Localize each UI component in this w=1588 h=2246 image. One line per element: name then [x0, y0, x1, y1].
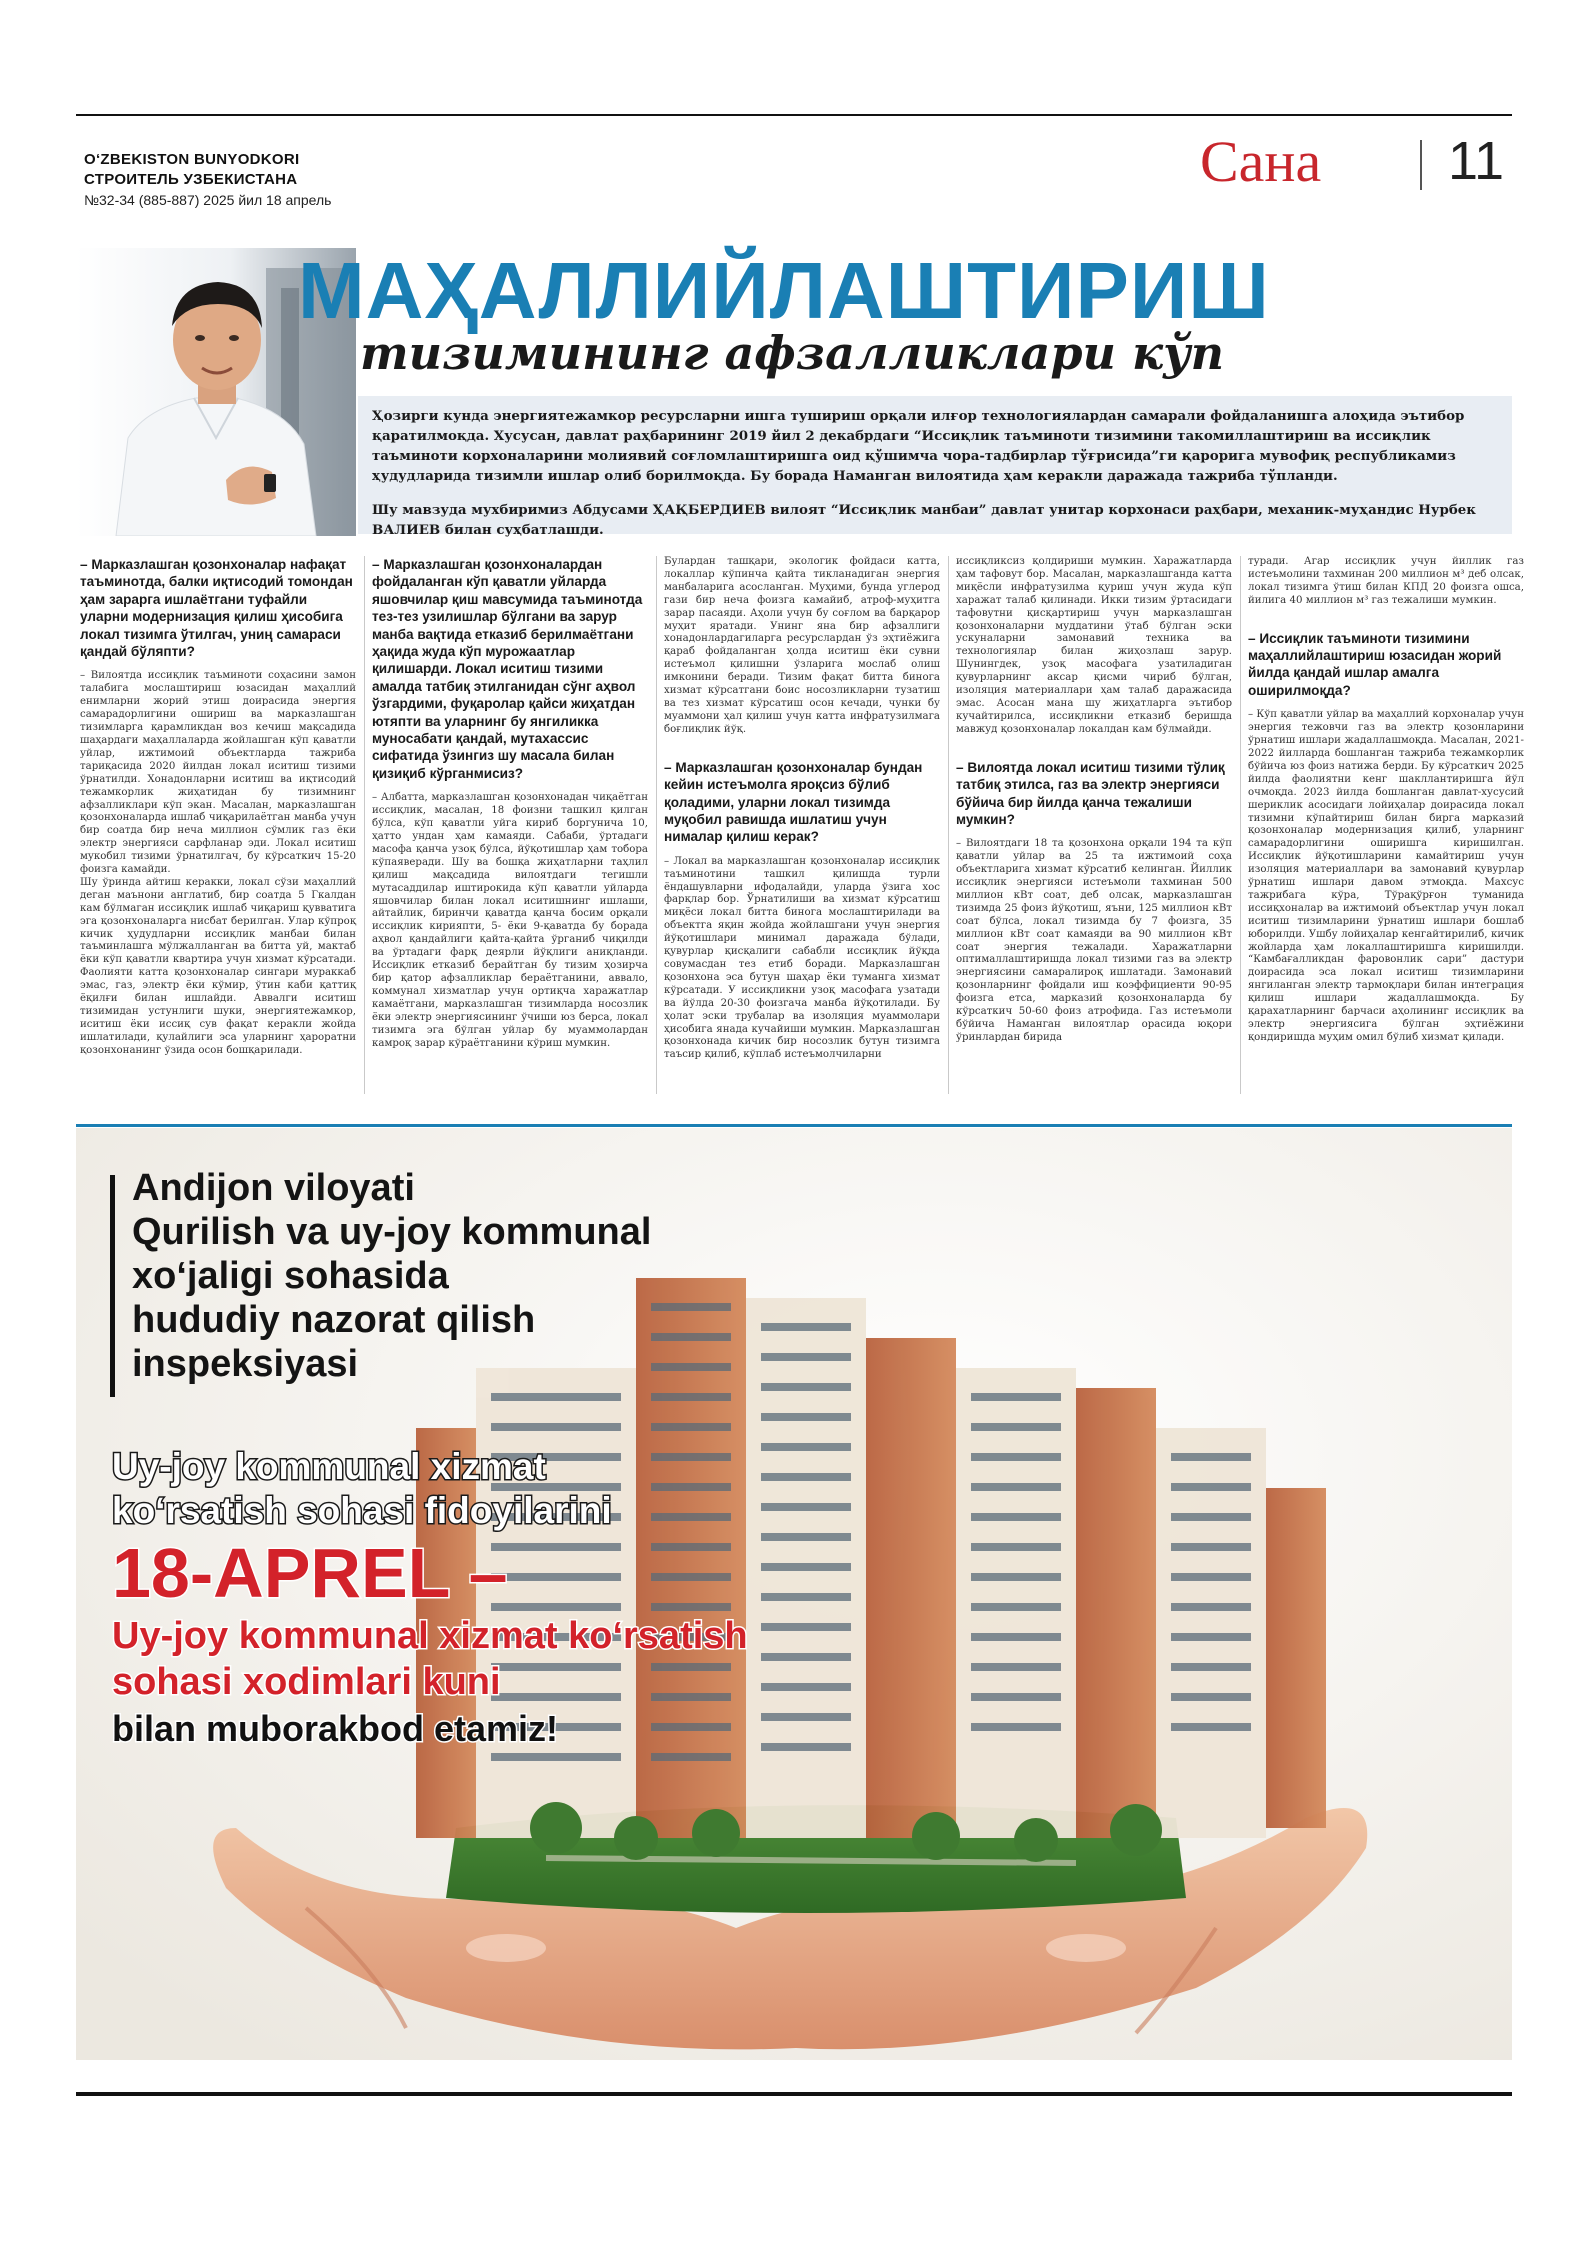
interview-question: – Иссиқлик таъминоти тизимини маҳаллийлаштириш юзасидан жорий йилда қандай ишлар амалга оширилмоқда?	[1248, 630, 1502, 698]
paper-name-uz: O‘ZBEKISTON BUNYODKORI	[84, 151, 300, 168]
interview-answer: Шу ўринда айтиш керакки, локал сўзи маҳаллий деган маънони англатиб, бир соатда 5 Гкалдан кам бўлмаган иссиқлик ишлаб чиқариш қувватига эга қозонхоналарга нисбат берилган. Улар кўпроқ кичик ҳудудларни иссиқлик манбаи билан таъминлашга мўлжалланган ва битта уй, мактаб ёки кўп қаватли квартира учун хизмат кўрсатади. Фаолияти катта қозонхоналар сингари мураккаб эмас, газ, электр ёки кўмир, ўтин каби қаттиқ ёқилғи билан ишлайди. Аввалги иситиш тизимидан устунлиги шуки, энергиятежамкор, иситиш ёки иссиқ сув фақат керакли жойда ишлатилади, қулайлиги эса уларнинг ҳароратни қозонхонанинг ўзида осон бошқарилади.	[80, 876, 356, 1056]
interview-question: – Вилоятда локал иситиш тизими тўлиқ татбиқ этилса, газ ва электр энергияси бўйича бир йилда қанча тежалиши мумкин?	[956, 759, 1225, 827]
interview-answer: туради. Агар иссиқлик учун йиллик газ истеъмолини тахминан 200 миллион м³ деб олсак, локал тизимга ўтиш билан КПД 20 фоизга ошса, йилига 40 миллион м³ газ тежалиши мумкин.	[1248, 556, 1524, 606]
paper-name-ru: СТРОИТЕЛЬ УЗБЕКИСТАНА	[84, 171, 298, 188]
advert-holiday-line: Uy-joy kommunal xizmat ko‘rsatish	[112, 1615, 748, 1657]
bottom-rule	[76, 2092, 1512, 2096]
article-column-2	[372, 556, 648, 1050]
interview-question: – Марказлашган қозонхоналар нафақат таъминотда, балки иқтисодий томондан ҳам зарарга ишлаётгани туфайли уларни модернизация қилиш ҳисобига локал тизимга ўтилгач, униң самараси қандай бўляпти?	[80, 557, 353, 660]
advert-org-line: hududiy nazorat qilish	[132, 1299, 536, 1341]
advert-date: 18-APREL –	[112, 1534, 508, 1612]
interview-question: – Марказлашган қозонхоналар бундан кейин истеъмолга яроқсиз бўлиб қоладими, уларни локал тизимда муқобил равишда ишлатиш учун нималар қилиш керак?	[664, 759, 923, 845]
column-divider	[364, 556, 365, 1094]
header-divider	[1420, 140, 1422, 190]
interview-answer: Булардан ташқари, экологик фойдаси катта, локаллар кўпинча қайта тикланадиган энергия манбаларига асосланган. Муҳими, бунда углерод гази бир неча фоизга камайиб, атроф-муҳитга зарар пасаяди. Аҳоли учун бу соғлом ва барқарор муҳит яратади. Унинг яна бир афзаллиги хонадонлардагиларга ресурслардан ўз эҳтиёжига қараб фойдаланган ҳолда иситиш ёки сувни истеъмол қилишни ўзларига мослаб олиш имконини беради. Тизим фақат битта бинога хизмат кўрсатгани боис носозликларни тузатиш ва тез хизмат кўрсатиш осон кечади, чунки бу муаммони ҳал қилиш учун катта инфратузилмага боғлиқлик йўқ.	[664, 556, 940, 735]
column-divider	[948, 556, 949, 1094]
interview-answer: иссиқликсиз қолдириши мумкин. Харажатларда ҳам тафовут бор. Масалан, марказлашганда катта миқёсли инфратузилма қуриш учун жуда кўп харажат талаб қилинади. Икки тизим ўртасидаги тафовутни қисқартириш учун марказлашган қозонхоналарни муддатини ўтаб бўлган эски ускуналарни замонавий техника ва технологиялар билан жиҳозлаш зарур. Шунингдек, узоқ масофага узатиладиган қувурларнинг аксар қисми чириб бўлган, изоляция материаллари ҳам талаб даражасида эмас. Асосан мана шу жиҳатларга эътибор кучайтирилса, иссиқликни етказиб беришда мавжуд қозонхоналар локалдан кам бўлмайди.	[956, 556, 1232, 735]
issue-info: №32-34 (885-887) 2025 йил 18 апрель	[84, 192, 332, 208]
advert-accent-bar	[110, 1175, 115, 1397]
advert-greeting-line: ko‘rsatish sohasi fidoyilarini	[112, 1490, 612, 1531]
page-number: 11	[1448, 131, 1505, 191]
greeting-advert	[76, 1128, 1512, 2060]
top-rule	[76, 114, 1512, 116]
advert-org-line: Qurilish va uy-joy kommunal	[132, 1211, 652, 1253]
advert-organization	[132, 1166, 692, 1386]
article-headline: МАҲАЛЛИЙЛАШТИРИШ	[298, 246, 1270, 335]
advert-org-line: Andijon viloyati	[132, 1167, 415, 1209]
interview-answer: – Албатта, марказлашган қозонхонадан чиқаётган иссиқлик, масалан, 18 фоизни ташкил қилган бўлса, кўп қаватли уйга кириб боргунича 10, ҳатто ундан ҳам камаяди. Сабаби, ўртадаги масофа қанча узоқ бўлса, йўқотишлар ҳам тобора кўпаяверади. Шу ва бошқа жиҳатларни таҳлил қилиш мақсадида вилоятдаги тегишли мутасаддилар иштирокида кўп қаватли уйларда яшовчилар билан локал иситишнинг ишлаши, айтайлик, биринчи қаватда қанча босим орқали иссиқлик кирияпти, 5- ёки 9-қаватда бу борада аҳвол қандайлиги қайта-қайта ўрганиб чиқилди ва ўртадаги фарқ деярли йўқлиги аниқланди. Иссиқлик етказиб берайтган бу тизим ҳозирча бир қатор афзалликлар бераётганини, аввало, коммунал хизматлар учун ортиқча харажатлар камаётгани, марказлашган тизимларда носозлик ёки электр энергиясининг ўчиши юз берса, локал тизимга эга бўлган уйлар бу муаммолардан камроқ зарар кўраётганини кўриш мумкин.	[372, 792, 648, 1049]
advert-top-rule	[76, 1124, 1512, 1127]
lead-paragraph: Ҳозирги кунда энергиятежамкор ресурсларни ишга тушириш орқали илғор технологиялардан самарали фойдаланишга алоҳида эътибор қаратилмоқда. Хусусан, давлат раҳбарининг 2019 йил 2 декабрдаги “Иссиқлик таъминоти тизимини такомиллаштириш ва иссиқлик таъминоти корхоналарини молиявий соғломлаштиришга оид қўшимча чора-тадбирлар тўғрисида”ги қарорига мувофиқ республикамиз ҳудудларида тизимли ишлар олиб борилмоқда. Бу борада Наманган вилоятида ҳам керакли даражада тажриба тўпланди.	[372, 408, 1465, 484]
lead-paragraph: Шу мавзуда мухбиримиз Абдусами ҲАҚБЕРДИЕВ вилоят “Иссиқлик манбаи” давлат унитар корхонаси раҳбари, механик-муҳандис Нурбек ВАЛИЕВ билан суҳбатлашди.	[372, 502, 1476, 538]
section-title: Сана	[1200, 129, 1322, 194]
advert-org-line: inspeksiyasi	[132, 1343, 359, 1385]
interview-answer: – Вилоятдаги 18 та қозонхона орқали 194 та кўп қаватли уйлар ва 25 та ижтимоий соҳа объектларига хизмат кўрсатиб келинган. Йиллик иссиқлик энергияси истеъмоли тахминан 500 миллион кВт соат, деб олсак, марказлашган тизимда 25 фоиз йўқотиш, яъни, 125 миллион кВт соат бўлса, локал тизимда бу 7 фоизга, 35 миллион кВт соат камаяди ва 90 миллион кВт соат энергия тежалади. Харажатларни оптималлаштиришда локал тизими газ ва электр энергиясини самаралироқ ишлатади. Замонавий қозонларнинг фойдали иш коэффициенти 90-95 фоизга етса, марказий қозонхоналарда бу кўрсаткич 50-60 фоиз атрофида. Газ истеъмоли бўйича Наманган вилоятлар орасида юқори ўринлардан бирида	[956, 838, 1232, 1043]
interview-answer: – Локал ва марказлашган қозонхоналар иссиқлик таъминотини ташкил қилишда турли ёндашувларни ифодалайди, уларда ўзига хос фарқлар бор. Ўрнатилиши ва хизмат кўрсатиш миқёси локал битта бинога мослаштирилади ва объектга яқин жойда жойлашгани учун энергия йўқотишлари минимал даражада бўлади, қувурлар қисқалиги сабабли иссиқлик йўқда совумасдан тез етиб боради. Марказлашган қозонхона эса бутун шаҳар ёки туманга хизмат кўрсатади. У иссиқликни узоқ масофага узатади ва йўлда 20-30 фоизгача манба йўқотилади. Бу ҳолат эски трубалар ва изоляция муаммолари ҳисобига янада кучайиши мумкин. Марказлашган қозонхонада кичик бир носозлик бутун тизимга таъсир қилиб, кўплаб истеъмолчиларни	[664, 855, 940, 1061]
masthead	[84, 150, 684, 210]
advert-holiday-line: sohasi xodimlari kuni	[112, 1661, 501, 1703]
article-subheadline: тизимининг афзалликлари кўп	[360, 326, 1225, 380]
advert-greeting-line: Uy-joy kommunal xizmat	[112, 1446, 546, 1487]
interview-answer: – Кўп қаватли уйлар ва маҳаллий корхоналар учун энергия тежовчи газ ва электр қозонларини ўрнатиш ишлари жадаллашмоқда. Масалан, 2021-2022 йилларда бошланган тажриба тежамкорлик бўйича юз фоиз натижа берди. Бу кўрсаткич 2025 йилда фаолиятни кенг шакллантиришга йўл очмоқда. 2023 йилда бошланган давлат-хусусий шериклик асосидаги лойиҳалар доирасида локал тизимни кўпайтириш билан бирга марказий қозонхоналар модернизация қилиб, уларнинг самарадорлигини оширишга киришилган. Иссиқлик йўқотишларини камайтириш учун изоляция материаллари ва замонавий қувурлар ўрнатиш ишлари давом этмоқда. Махсус тажрибага кўра, Тўрақўрғон туманида иссиқхоналар ва ижтимоий объектлар учун локал иситиш тизимларини ўрнатиш ишлари бошлаб юборилди. Ушбу лойиҳалар кенгайтирилиб, кичик жойларда ҳам локаллаштиришга киришилди. “Камбағалликдан фаровонлик сари” дастури доирасида эса локал иситиш тизимларини янгиланган электр тармоқлари билан интеграция қилиш ишлари жадаллашмоқда. Бу қарахатларнинг барчаси аҳолининг иссиқлик ва электр энергиясига бўлган эҳтиёжини қондиришда муҳим омил бўлиб хизмат қилади.	[1248, 709, 1524, 1043]
interview-question: – Марказлашган қозонхоналардан фойдаланган кўп қаватли уйларда яшовчилар қиш мавсумида таъминотда тез-тез узилишлар бўлгани ва зарур манба вақтида етказиб берилмаётгани ҳақида жуда кўп мурожаатлар қилишарди. Локал иситиш тизими амалда татбиқ этилганидан сўнг аҳвол ўзгардими, фуқаролар қайси жиҳатдан ютяпти ва уларнинг бу янгиликка муносабати қандай, мутахассис сифатида ўзингиз шу масала билан қизиқиб кўрганмисиз?	[372, 557, 643, 781]
advert-closing-line: bilan muborakbod etamiz!	[112, 1708, 559, 1749]
column-divider	[656, 556, 657, 1094]
article-column-3	[664, 556, 940, 1062]
article-lead	[358, 396, 1512, 538]
advert-org-line: xo‘jaligi sohasida	[132, 1255, 449, 1297]
article-column-4	[956, 556, 1232, 1045]
column-divider	[1240, 556, 1241, 1094]
article-column-5	[1248, 556, 1524, 1045]
interview-answer: – Вилоятда иссиқлик таъминоти соҳасини замон талабига мослаштириш юзасидан маҳаллий енимларни жорий этиш доирасида энергия самарадорлигини ошириш ва марказлашган тизимларга қарамликдан воз кечиш мақсадида шаҳардаги маҳаллаларда жойлашган кўп қаватли уйлар, ижтимоий объектларда тажриба тариқасида 2020 йилдан локал иситиш тизими ўрнатилди. Хонадонларни иситиш ва иқтисодий тежамкорлик жиҳатидан бу тизимнинг афзалликлари кўп экан. Масалан, марказлашган қозонхоналарда ишлаб чиқарилаётган манба учун бир соатда бир неча миллион сўмлик газ ёки электр энергияси сарфланар эди. Локал иситиш мукобил тизими ўрнатилгач, бу кўрсаткич 15-20 фоизга камайди.	[80, 670, 356, 876]
article-column-1	[80, 556, 356, 1058]
